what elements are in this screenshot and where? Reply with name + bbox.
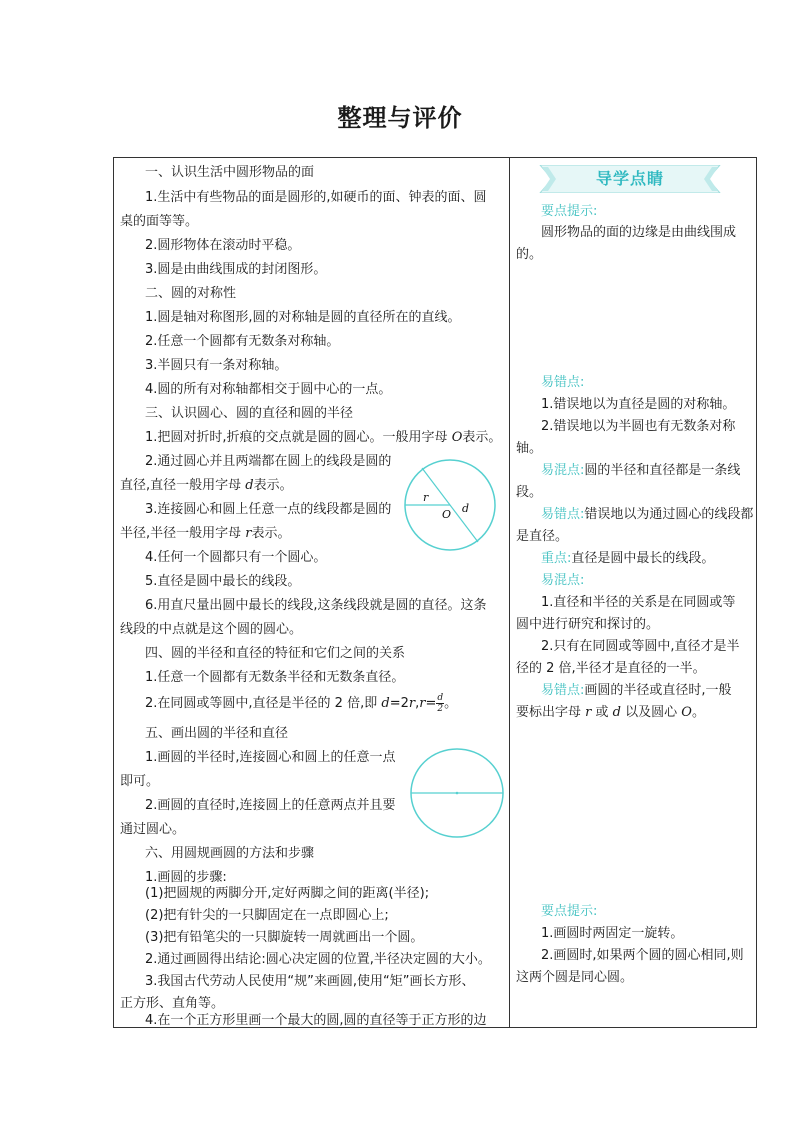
text-span: 表示。 xyxy=(251,526,291,541)
tip-text: 圆形物品的面的边缘是由曲线围成 xyxy=(541,225,737,240)
error-label: 易错点: xyxy=(541,683,585,698)
banner-title: 导学点睛 xyxy=(595,169,664,188)
text-span: 要标出字母 xyxy=(516,705,582,720)
error-text: 1.错误地以为直径是圆的对称轴。 xyxy=(541,397,736,412)
text-line: 2.通过画圆得出结论:圆心决定圆的位置,半径决定圆的大小。 xyxy=(145,952,491,967)
text-span: = xyxy=(425,696,437,711)
tip-label: 要点提示: xyxy=(541,904,598,919)
text-line: (1)把圆规的两脚分开,定好两脚之间的距离(半径); xyxy=(145,886,430,901)
text-span: =2 xyxy=(389,696,409,711)
text-line: (3)把有铅笔尖的一只脚旋转一周就画出一个圆。 xyxy=(145,930,424,945)
label-o: O xyxy=(442,508,452,521)
variable-r: r xyxy=(419,696,426,711)
error-label: 易错点: xyxy=(541,507,585,522)
text-span: 表示。 xyxy=(462,430,502,445)
text-line: 3.我国古代劳动人民使用“规”来画圆,使用“矩”画长方形、 xyxy=(145,974,475,989)
text-span: 以及圆心 xyxy=(625,705,678,720)
column-divider xyxy=(509,158,510,1027)
error-label: 易错点: xyxy=(541,375,585,390)
text-line: 正方形、直角等。 xyxy=(120,996,225,1011)
confusion-line xyxy=(541,462,740,480)
section-4-heading: 四、圆的半径和直径的特征和它们之间的关系 xyxy=(145,646,406,661)
confusion-text: 圆的半径和直径都是一条线 xyxy=(584,463,741,478)
error-line xyxy=(541,506,753,524)
confusion-text: 圆中进行研究和探讨的。 xyxy=(516,617,660,632)
circle-diagram-diameter xyxy=(408,747,506,839)
variable-d: d xyxy=(612,705,621,720)
text-span: 1.把圆对折时,折痕的交点就是圆的圆心。一般用字母 xyxy=(145,430,448,445)
fraction-denominator: 2 xyxy=(437,704,444,714)
text-span: 2.在同圆或等圆中,直径是半径的 2 倍,即 xyxy=(145,696,378,711)
text-line: 1.生活中有些物品的面是圆形的,如硬币的面、钟表的面、圆 xyxy=(145,190,487,205)
text-line: 4.圆的所有对称轴都相交于圆中心的一点。 xyxy=(145,382,392,397)
center-dot xyxy=(456,792,459,795)
error-text: 是直径。 xyxy=(516,529,569,544)
tip-text: 的。 xyxy=(516,247,543,262)
confusion-text: 径的 2 倍,半径才是直径的一半。 xyxy=(516,661,706,676)
section-2-heading: 二、圆的对称性 xyxy=(145,286,237,301)
variable-d: d xyxy=(245,478,254,493)
text-line xyxy=(120,477,293,495)
text-line: 2.任意一个圆都有无数条对称轴。 xyxy=(145,334,340,349)
text-line: 4.在一个正方形里画一个最大的圆,圆的直径等于正方形的边 xyxy=(145,1013,487,1028)
text-span: 。 xyxy=(691,705,705,720)
text-span: 半径,半径一般用字母 xyxy=(120,526,242,541)
text-line: 线段的中点就是这个圆的圆心。 xyxy=(120,622,303,637)
text-line: 3.半圆只有一条对称轴。 xyxy=(145,358,288,373)
text-line: 5.直径是圆中最长的线段。 xyxy=(145,574,301,589)
circle-diagram-radius-diameter xyxy=(400,455,500,555)
section-1-heading: 一、认识生活中圆形物品的面 xyxy=(145,165,315,180)
text-line: 2.画圆的直径时,连接圆上的任意两点并且要 xyxy=(145,798,396,813)
text-span: 。 xyxy=(444,696,458,711)
section-5-heading: 五、画出圆的半径和直径 xyxy=(145,726,289,741)
fraction-numerator: d xyxy=(437,693,444,703)
variable-r: r xyxy=(408,696,416,711)
text-line: (2)把有针尖的一只脚固定在一点即圆心上; xyxy=(145,908,389,923)
tip-label: 要点提示: xyxy=(541,204,598,219)
error-text: 错误地以为通过圆心的线段都 xyxy=(584,507,754,522)
text-line: 1.任意一个圆都有无数条半径和无数条直径。 xyxy=(145,670,405,685)
key-point-line xyxy=(541,550,714,568)
variable-o: O xyxy=(681,705,692,720)
confusion-label: 易混点: xyxy=(541,573,585,588)
text-line: 1.圆是轴对称图形,圆的对称轴是圆的直径所在的直线。 xyxy=(145,310,461,325)
variable-r: r xyxy=(585,705,592,720)
text-line: 4.任何一个圆都只有一个圆心。 xyxy=(145,550,327,565)
tip-text: 1.画圆时两固定一旋转。 xyxy=(541,926,684,941)
text-line: 通过圆心。 xyxy=(120,822,186,837)
text-line: 2.通过圆心并且两端都在圆上的线段是圆的 xyxy=(145,454,392,469)
text-span: 直径,直径一般用字母 xyxy=(120,478,242,493)
confusion-label: 易混点: xyxy=(541,463,585,478)
error-text: 画圆的半径或直径时,一般 xyxy=(584,683,732,698)
label-r: r xyxy=(423,491,429,504)
error-text: 2.错误地以为半圆也有无数条对称 xyxy=(541,419,736,434)
fraction-d-over-2 xyxy=(436,693,444,714)
text-line: 即可。 xyxy=(120,774,160,789)
label-d: d xyxy=(462,502,470,515)
variable-o: O xyxy=(451,430,463,445)
key-point-label: 重点: xyxy=(541,551,572,566)
text-line: 桌的面等等。 xyxy=(120,214,199,229)
text-line xyxy=(145,429,501,447)
text-span: 或 xyxy=(595,705,609,720)
error-text xyxy=(516,704,705,722)
formula-line xyxy=(145,693,457,717)
text-line: 3.连接圆心和圆上任意一点的线段都是圆的 xyxy=(145,502,392,517)
text-line: 1.画圆的步骤: xyxy=(145,870,227,885)
confusion-text: 2.只有在同圆或等圆中,直径才是半 xyxy=(541,639,740,654)
guide-banner xyxy=(538,165,722,193)
tip-text: 这两个圆是同心圆。 xyxy=(516,970,634,985)
error-text: 轴。 xyxy=(516,441,543,456)
key-point-text: 直径是圆中最长的线段。 xyxy=(571,551,715,566)
section-6-heading: 六、用圆规画圆的方法和步骤 xyxy=(145,846,315,861)
variable-d: d xyxy=(381,696,390,711)
tip-text: 2.画圆时,如果两个圆的圆心相同,则 xyxy=(541,948,744,963)
section-3-heading: 三、认识圆心、圆的直径和圆的半径 xyxy=(145,406,354,421)
text-line xyxy=(120,525,291,543)
variable-r: r xyxy=(245,526,252,541)
text-span: 表示。 xyxy=(253,478,293,493)
error-line xyxy=(541,682,732,700)
text-line: 2.圆形物体在滚动时平稳。 xyxy=(145,238,301,253)
text-line: 1.画圆的半径时,连接圆心和圆上的任意一点 xyxy=(145,750,396,765)
text-line: 3.圆是由曲线围成的封闭图形。 xyxy=(145,262,327,277)
confusion-text: 段。 xyxy=(516,485,543,500)
text-span: , xyxy=(415,696,420,711)
confusion-text: 1.直径和半径的关系是在同圆或等 xyxy=(541,595,736,610)
page-title: 整理与评价 xyxy=(337,104,463,132)
text-line: 6.用直尺量出圆中最长的线段,这条线段就是圆的直径。这条 xyxy=(145,598,487,613)
